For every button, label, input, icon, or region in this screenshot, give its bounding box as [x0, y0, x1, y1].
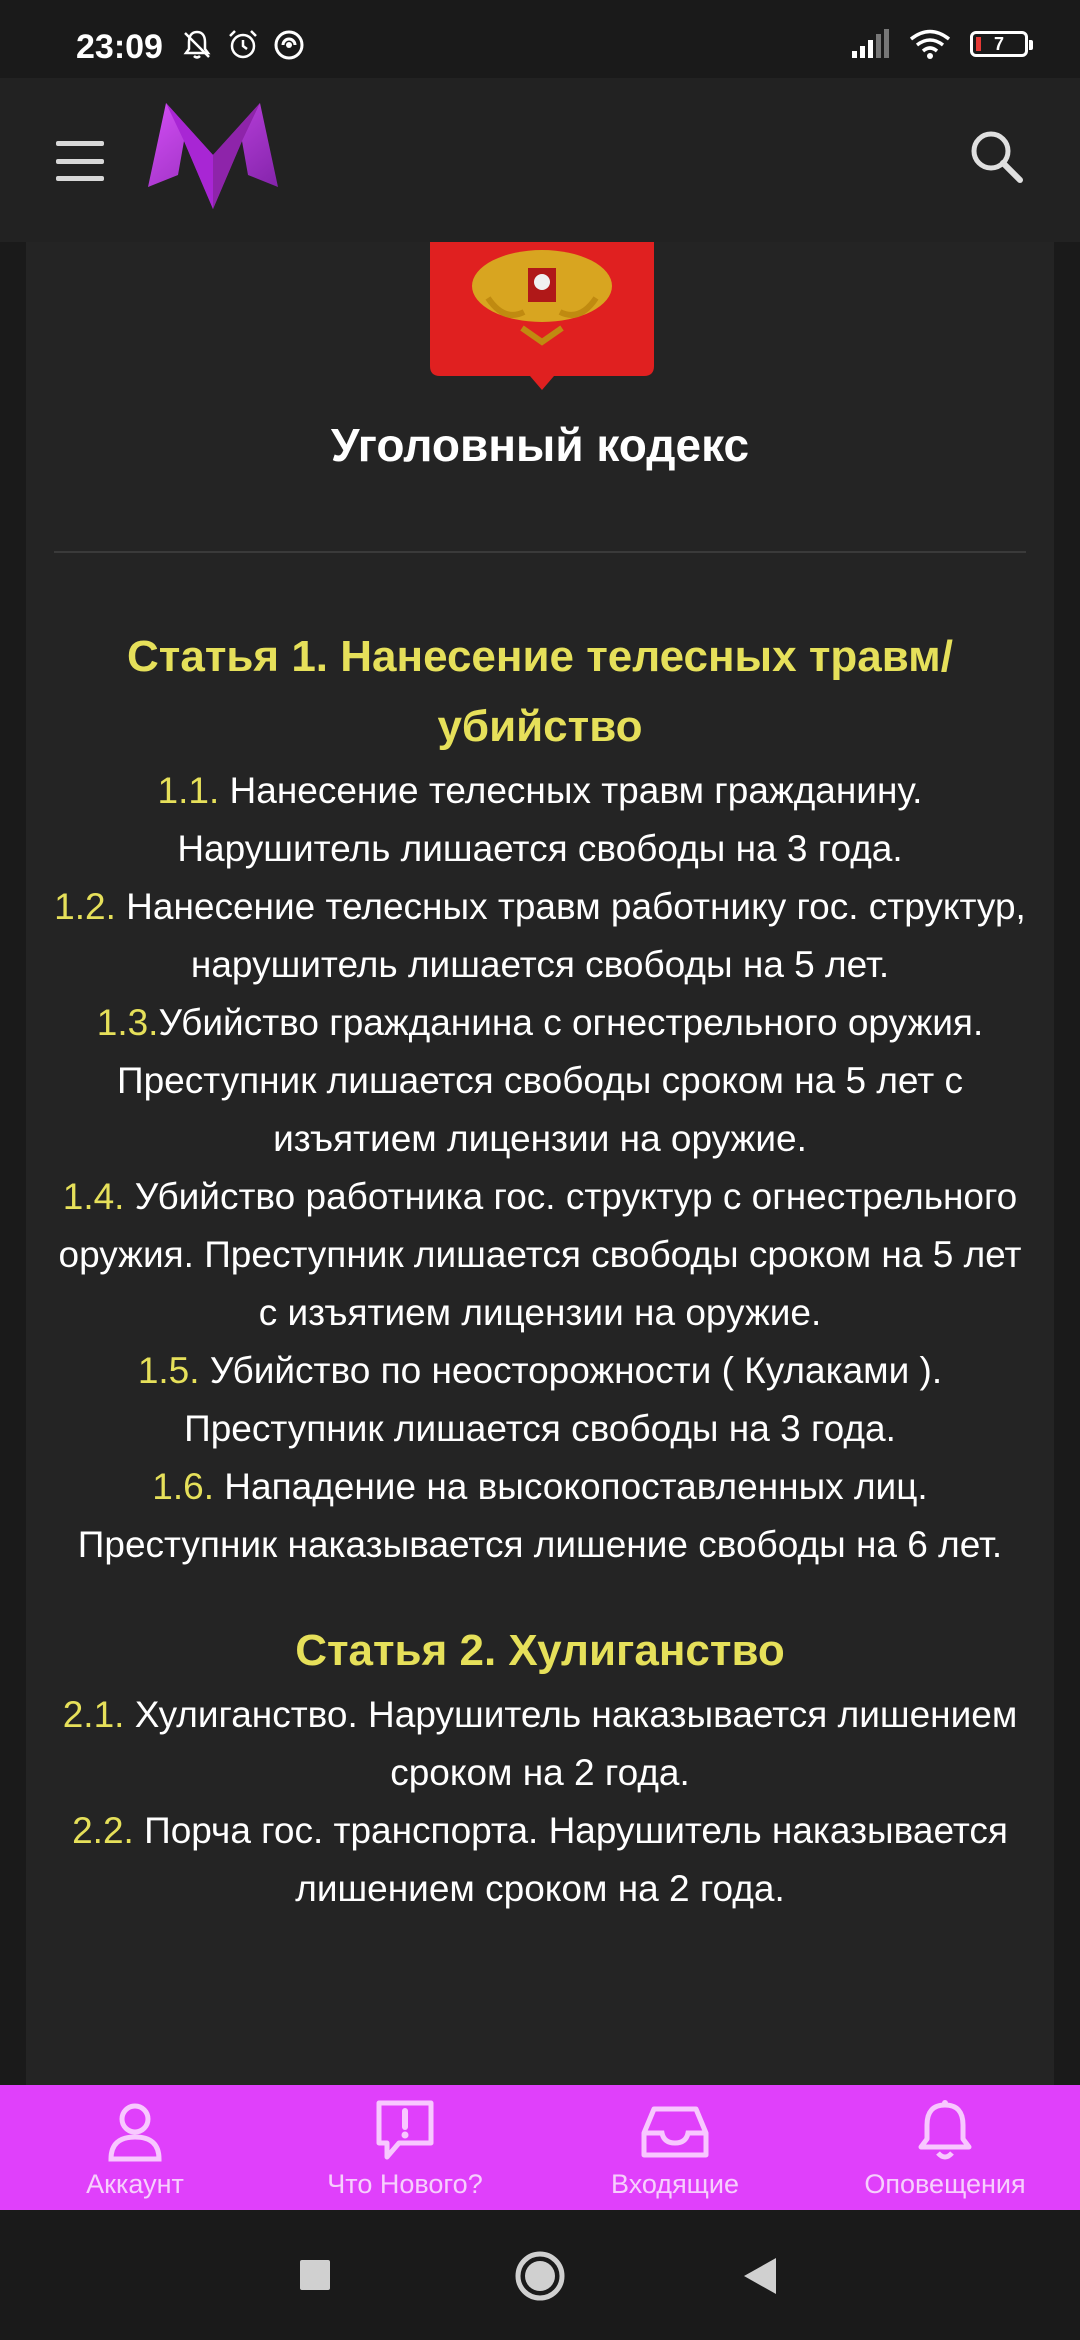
back-icon[interactable]: [742, 2256, 778, 2296]
alert-message-icon: [373, 2099, 437, 2163]
item-number: 1.3.: [96, 1002, 159, 1043]
article-item: [54, 1342, 1026, 1458]
item-text: Хулиганство. Нарушитель наказывается лишением сроком на 2 года.: [124, 1694, 1018, 1793]
nav-item-account[interactable]: [0, 2085, 270, 2210]
app-bar: [0, 78, 1080, 242]
page-title: Уголовный кодекс: [330, 419, 750, 471]
item-number: 1.1.: [157, 770, 220, 811]
article-item: [54, 1686, 1026, 1802]
recent-apps-icon[interactable]: [298, 2258, 332, 2292]
status-time: 23:09: [76, 28, 163, 66]
alarm-icon: [226, 28, 260, 62]
article-item: [54, 1802, 1026, 1918]
item-number: 2.1.: [62, 1694, 125, 1735]
nav-label: Оповещения: [864, 2169, 1026, 2199]
nav-item-notifications[interactable]: [810, 2085, 1080, 2210]
status-icons-right: [850, 28, 1028, 60]
status-icons-left: [180, 28, 306, 62]
article-heading: Статья 1. Нанесение телесных травм/ убийство: [127, 632, 953, 751]
item-text: Порча гос. транспорта. Нарушитель наказывается лишением сроком на 2 года.: [133, 1810, 1008, 1909]
item-text: Нанесение телесных травм гражданину. Нарушитель лишается свободы на 3 года.: [177, 770, 923, 869]
nav-item-inbox[interactable]: [540, 2085, 810, 2210]
bell-off-icon: [180, 28, 214, 62]
divider: [54, 551, 1026, 553]
search-icon[interactable]: [966, 126, 1026, 186]
battery-level: 7: [993, 33, 1004, 54]
item-number: 2.2.: [72, 1810, 134, 1851]
user-icon: [103, 2099, 167, 2163]
item-number: 1.6.: [152, 1466, 214, 1507]
nav-label: Аккаунт: [86, 2169, 184, 2199]
article-item: [54, 1458, 1026, 1574]
signal-icon: [850, 29, 890, 59]
article-content: [26, 242, 1054, 2085]
russian-emblem-icon: [424, 242, 660, 390]
item-number: 1.5.: [137, 1350, 200, 1391]
article-item: [54, 1168, 1026, 1342]
bell-icon: [913, 2099, 977, 2163]
status-bar: [0, 0, 1080, 78]
sync-icon: [272, 28, 306, 62]
article-item: [54, 762, 1026, 878]
item-text: Нанесение телесных травм работнику гос. структур, нарушитель лишается свободы на 5 лет.: [115, 886, 1026, 985]
m-logo-icon[interactable]: [148, 103, 278, 209]
item-number: 1.2.: [54, 886, 116, 927]
hamburger-icon[interactable]: [56, 141, 104, 181]
battery-icon: [970, 31, 1028, 57]
item-text: Нападение на высокопоставленных лиц. Преступник наказывается лишение свободы на 6 лет.: [77, 1466, 1003, 1565]
bottom-nav: [0, 2085, 1080, 2210]
nav-item-whats-new[interactable]: [270, 2085, 540, 2210]
nav-label: Входящие: [610, 2169, 739, 2199]
item-text: Убийство по неосторожности ( Кулаками ). Преступник лишается свободы на 3 года.: [184, 1350, 943, 1449]
article-item: [54, 878, 1026, 994]
articles-list: [54, 622, 1026, 1918]
system-nav-bar: [0, 2210, 1080, 2340]
article-heading: Статья 2. Хулиганство: [295, 1626, 785, 1675]
item-text: Убийство гражданина с огнестрельного оружия. Преступник лишается свободы сроком на 5 лет с изъятием лицензии на оружие.: [116, 1002, 984, 1159]
item-number: 1.4.: [62, 1176, 125, 1217]
article-item: [54, 994, 1026, 1168]
article-1: [54, 622, 1026, 1574]
inbox-icon: [640, 2099, 710, 2163]
article-2: [54, 1616, 1026, 1918]
nav-label: Что Нового?: [327, 2169, 483, 2199]
wifi-icon: [908, 28, 952, 60]
home-icon[interactable]: [514, 2250, 566, 2302]
item-text: Убийство работника гос. структур с огнестрельного оружия. Преступник лишается свободы сроком на 5 лет с изъятием лицензии на оружие.: [58, 1176, 1022, 1333]
